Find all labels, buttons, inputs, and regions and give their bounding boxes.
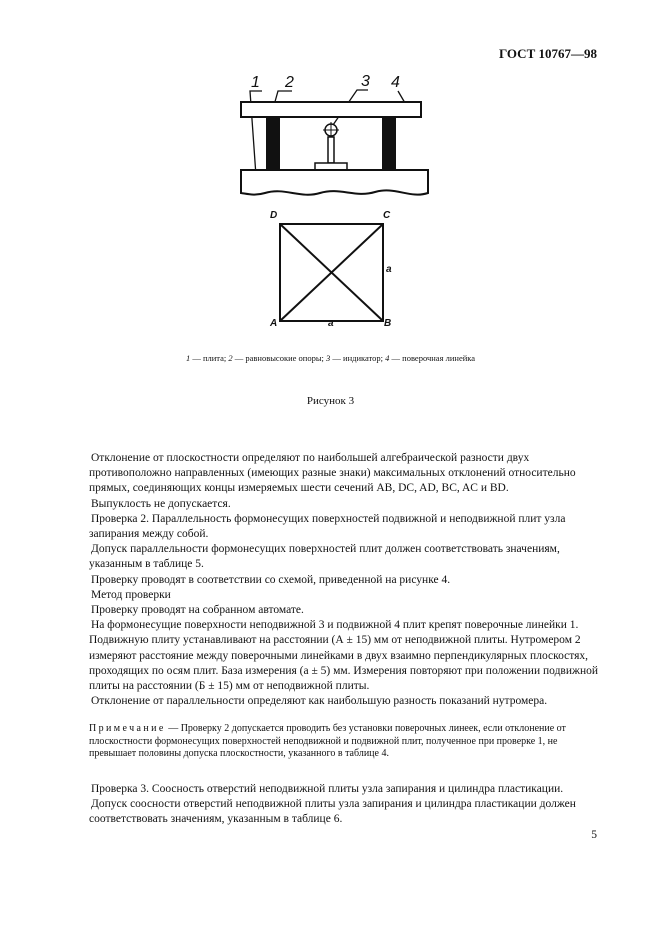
note-text: — Проверку 2 допускается проводить без установки поверочных линеек, если отклонение от плоскостности формонесущих поверхностей неподвижной и подвижной плит, полученное при проверке 1, не превышает половины допуска плоскостности, указанного в таблице 4.	[89, 723, 566, 760]
callout-1: 1	[251, 74, 260, 91]
legend-text-2: — равновысокие опоры;	[232, 353, 327, 363]
paragraph-assembled: Проверку проводят на собранном автомате.	[91, 604, 304, 617]
point-d: D	[270, 210, 278, 221]
figure-caption: Рисунок 3	[306, 395, 355, 407]
callout-3: 3	[361, 73, 370, 90]
side-label-bottom: a	[328, 318, 334, 329]
legend-num-1: 1	[185, 353, 191, 363]
legend-num-4: 4	[385, 353, 390, 363]
point-b: B	[384, 318, 392, 329]
legend-num-3: 3	[326, 353, 331, 363]
paragraph-convexity: Выпуклость не допускается.	[91, 497, 231, 510]
paragraph-coaxiality-tolerance: Допуск соосности отверстий неподвижной плиты узла запирания и цилиндра пластикации должен соответствовать значениям, указанным в таблице 6.	[89, 798, 576, 826]
page-number: 5	[591, 829, 597, 841]
note-lead: Примечание	[89, 723, 166, 734]
section-3-text	[89, 782, 599, 828]
figure-3-drawing	[0, 0, 661, 345]
support-right	[382, 118, 396, 170]
indicator-stem	[328, 137, 334, 163]
straightedge	[241, 102, 421, 117]
figure-legend	[0, 353, 661, 363]
paragraph-tolerance: Допуск параллельности формонесущих поверхностей плит должен соответствовать значениям, указанным в таблице 5.	[89, 543, 560, 571]
side-label-right: a	[386, 264, 392, 275]
legend-text-3: — индикатор;	[330, 353, 386, 363]
indicator-base	[315, 163, 347, 170]
legend-text-1: — плита;	[190, 353, 229, 363]
paragraph-procedure: На формонесущие поверхности неподвижной 3 и подвижной 4 плит крепят поверочные линейки 1. Подвижную плиту устанавливают на расстоянии (А ± 15) мм от неподвижной плиты. Нутромером 2 измеряют расстояние между поверочными линейками в двух взаимно перпендикулярных плоскостях, проходящих по осям плит. База измерения (a ± 5) мм. Измерения повторяют при положении подвижной плиты на расстоянии (Б ± 15) мм от неподвижной плиты.	[89, 619, 599, 693]
document-header: ГОСТ 10767—98	[498, 46, 597, 61]
main-text	[89, 451, 599, 709]
support-left	[266, 118, 280, 170]
note-block	[89, 723, 599, 761]
paragraph-deviation: Отклонение от параллельности определяют как наибольшую разность показаний нутромера.	[91, 695, 548, 708]
paragraph-flatness: Отклонение от плоскостности определяют по наибольшей алгебраической разности двух противоположно направленных (имеющих разные знаки) максимальных отклонений относительно прямых, соединяющих концы измеряемых шести сечений AB, DC, AD, BC, AC и BD.	[89, 452, 576, 495]
callout-4: 4	[391, 74, 400, 91]
point-c: C	[383, 210, 391, 221]
paragraph-check-2: Проверка 2. Параллельность формонесущих поверхностей подвижной и неподвижной плит узла запирания между собой.	[89, 512, 566, 541]
callout-2: 2	[285, 74, 294, 91]
paragraph-check-3: Проверка 3. Соосность отверстий неподвижной плиты узла запирания и цилиндра пластикации.	[91, 783, 564, 795]
point-a: A	[270, 318, 278, 329]
paragraph-method-heading: Метод проверки	[91, 588, 171, 601]
legend-text-4: — поверочная линейка	[389, 353, 476, 363]
plate	[241, 170, 428, 195]
paragraph-scheme: Проверку проводят в соответствии со схемой, приведенной на рисунке 4.	[91, 573, 451, 586]
legend-num-2: 2	[228, 353, 233, 363]
